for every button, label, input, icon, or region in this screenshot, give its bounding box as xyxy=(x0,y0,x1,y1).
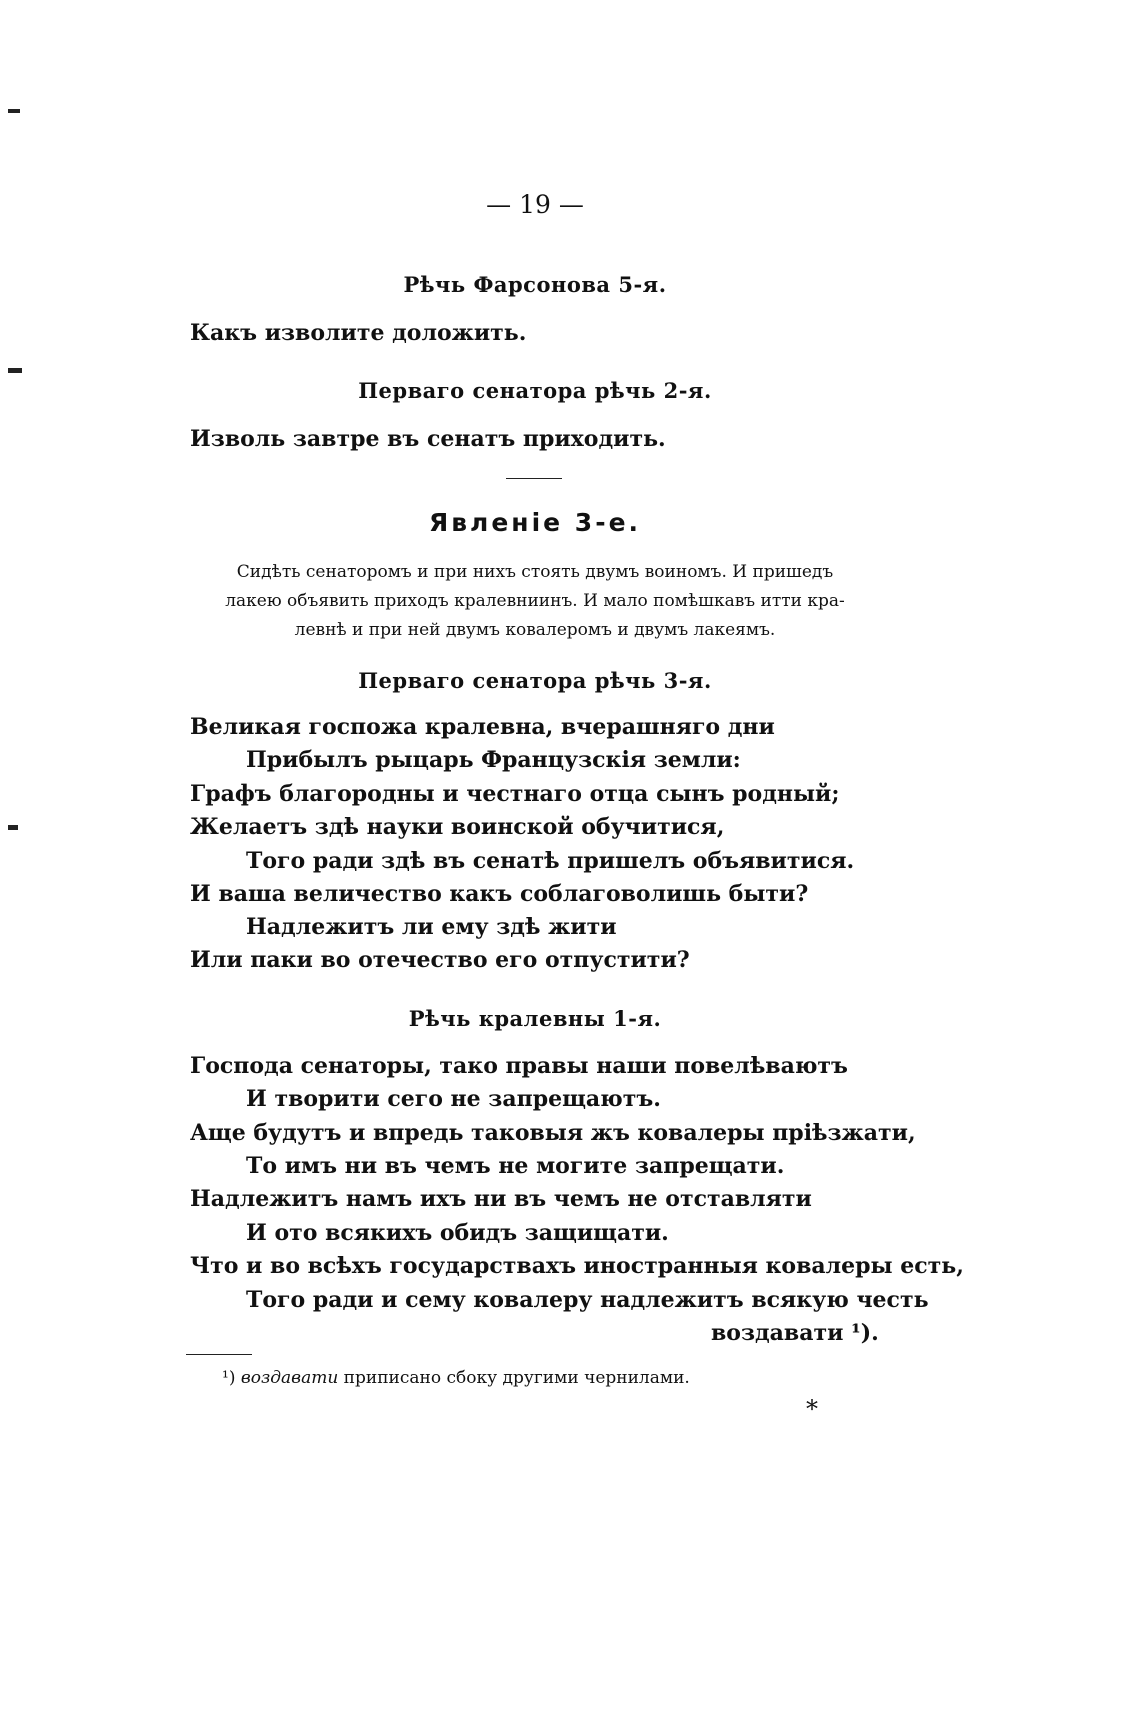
margin-mark xyxy=(8,825,18,830)
margin-mark xyxy=(8,109,20,113)
stage-line: лакею объявить приходъ кралевниинъ. И мало помѣшкавъ итти кра- xyxy=(225,591,845,611)
verse-line: Что и во всѣхъ государствахъ иностранныя ковалеры есть, xyxy=(190,1253,964,1279)
verse-line: Или паки во отечество его отпустити? xyxy=(190,947,690,973)
verse-line: Господа сенаторы, тако правы наши повелѣваютъ xyxy=(190,1053,848,1079)
footnote-word: воздавати xyxy=(240,1368,339,1388)
verse-line: Графъ благородны и честнаго отца сынъ родный; xyxy=(190,781,840,807)
speech-line: Изволь завтре въ сенатъ приходить. xyxy=(190,426,666,452)
verse-line: Того ради и сему ковалеру надлежитъ всякую честь xyxy=(246,1287,929,1313)
footnote-marker: ¹) xyxy=(222,1368,236,1388)
heading-first-senator-speech-2: Перваго сенатора рѣчь 2-я. xyxy=(358,378,712,403)
stage-line: Сидѣть сенаторомъ и при нихъ стоять двумъ воиномъ. И пришедъ xyxy=(236,562,834,582)
verse-line: Великая госпожа кралевна, вчерашняго дни xyxy=(190,714,775,740)
heading-farsonov-speech-5: Рѣчь Фарсонова 5-я. xyxy=(403,272,667,297)
verse-line: воздавати ¹). xyxy=(711,1320,879,1346)
stage-line: левнѣ и при ней двумъ ковалеромъ и двумъ лакеямъ. xyxy=(294,620,776,640)
verse-line: Прибылъ рыцарь Французскія земли: xyxy=(246,747,741,773)
footnote xyxy=(222,1368,690,1388)
verse-line: И творити сего не запрещаютъ. xyxy=(246,1086,661,1112)
verse-line: И ваша величество какъ соблаговолишь быти? xyxy=(190,881,809,907)
footnote-rule xyxy=(186,1354,252,1355)
asterisk-mark: * xyxy=(806,1395,818,1423)
verse-line: Надлежитъ ли ему здѣ жити xyxy=(246,914,617,940)
heading-princess-speech-1: Рѣчь кралевны 1-я. xyxy=(408,1006,662,1031)
margin-mark xyxy=(8,368,22,373)
verse-line: Аще будутъ и впредь таковыя жъ ковалеры пріѣзжати, xyxy=(190,1120,916,1146)
page-number: — 19 — xyxy=(486,190,584,219)
verse-line: И ото всякихъ обидъ защищати. xyxy=(246,1220,669,1246)
footnote-text: приписано сбоку другими чернилами. xyxy=(338,1368,690,1388)
verse-line: То имъ ни въ чемъ не могите запрещати. xyxy=(246,1153,785,1179)
stage-direction xyxy=(185,558,885,645)
verse-line: Желаетъ здѣ науки воинской обучитися, xyxy=(190,814,725,840)
heading-first-senator-speech-3: Перваго сенатора рѣчь 3-я. xyxy=(358,668,712,693)
section-divider xyxy=(506,478,562,479)
speech-line: Какъ изволите доложить. xyxy=(190,320,527,346)
verse-line: Того ради здѣ въ сенатѣ пришелъ объявитися. xyxy=(246,848,855,874)
scene-heading: Явленіе 3-е. xyxy=(428,508,642,537)
verse-line: Надлежитъ намъ ихъ ни въ чемъ не отставляти xyxy=(190,1186,812,1212)
